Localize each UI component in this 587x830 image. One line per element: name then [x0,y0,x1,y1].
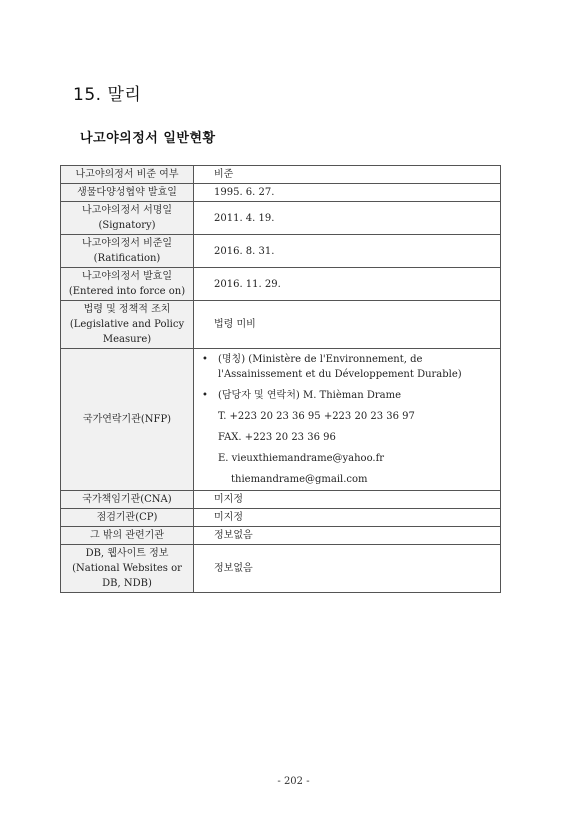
row-value: 2016. 8. 31. [194,235,501,268]
row-label: 나고야의정서 발효일 (Entered into force on) [61,268,194,301]
row-label: 점검기관(CP) [61,509,194,527]
nfp-email-secondary: thiemandrame@gmail.com [231,474,368,485]
row-value: 정보없음 [194,545,501,593]
nfp-phone: T. +223 20 23 36 95 +223 20 23 36 97 [218,411,415,422]
row-value: 2016. 11. 29. [194,268,501,301]
row-value: 1995. 6. 27. [194,184,501,202]
row-value: 2011. 4. 19. [194,202,501,235]
row-value: 비준 [194,166,501,184]
row-label: 나고야의정서 비준일 (Ratification) [61,235,194,268]
row-label: 그 밖의 관련기관 [61,527,194,545]
nfp-item-name [202,352,494,382]
row-label-nfp: 국가연락기관(NFP) [61,349,194,491]
table-row [61,268,501,301]
nagoya-protocol-status-table [60,165,501,593]
table-body-nfp [61,349,501,491]
nfp-name-text: (명칭) (Ministère de l'Environnement, de l'Assainissement et du Développement Durable) [218,354,462,380]
table-row-nfp [61,349,501,491]
table-row [61,527,501,545]
table-row [61,491,501,509]
table-row [61,235,501,268]
row-label: 생물다양성협약 발효일 [61,184,194,202]
table-subtitle: 나고야의정서 일반현황 [80,131,216,146]
table-row [61,509,501,527]
table-row [61,202,501,235]
row-value: 미지정 [194,491,501,509]
table-row [61,166,501,184]
nfp-contact-text: (담당자 및 연락처) M. Thièman Drame [218,390,402,401]
row-value: 정보없음 [194,527,501,545]
table-row [61,301,501,349]
row-label: 국가책임기관(CNA) [61,491,194,509]
row-label: 나고야의정서 서명일 (Signatory) [61,202,194,235]
page-number: - 202 - [277,776,310,787]
row-value: 미지정 [194,509,501,527]
nfp-email: E. vieuxthiemandrame@yahoo.fr [218,453,385,464]
nfp-contact-cell [194,349,501,491]
nfp-fax: FAX. +223 20 23 36 96 [218,432,336,443]
row-label: DB, 웹사이트 정보 (National Websites or DB, NDB) [61,545,194,593]
table-row [61,184,501,202]
bullet-icon: • [202,354,208,365]
nfp-list [202,350,494,403]
row-label: 법령 및 정책적 조치 (Legislative and Policy Measure) [61,301,194,349]
bullet-icon: • [202,390,208,401]
nfp-item-contact [202,388,494,403]
table-body-bottom [61,491,501,593]
row-value: 법령 미비 [194,301,501,349]
section-title: 15. 말리 [73,85,142,105]
row-label: 나고야의정서 비준 여부 [61,166,194,184]
table-body-top [61,166,501,349]
table-row [61,545,501,593]
